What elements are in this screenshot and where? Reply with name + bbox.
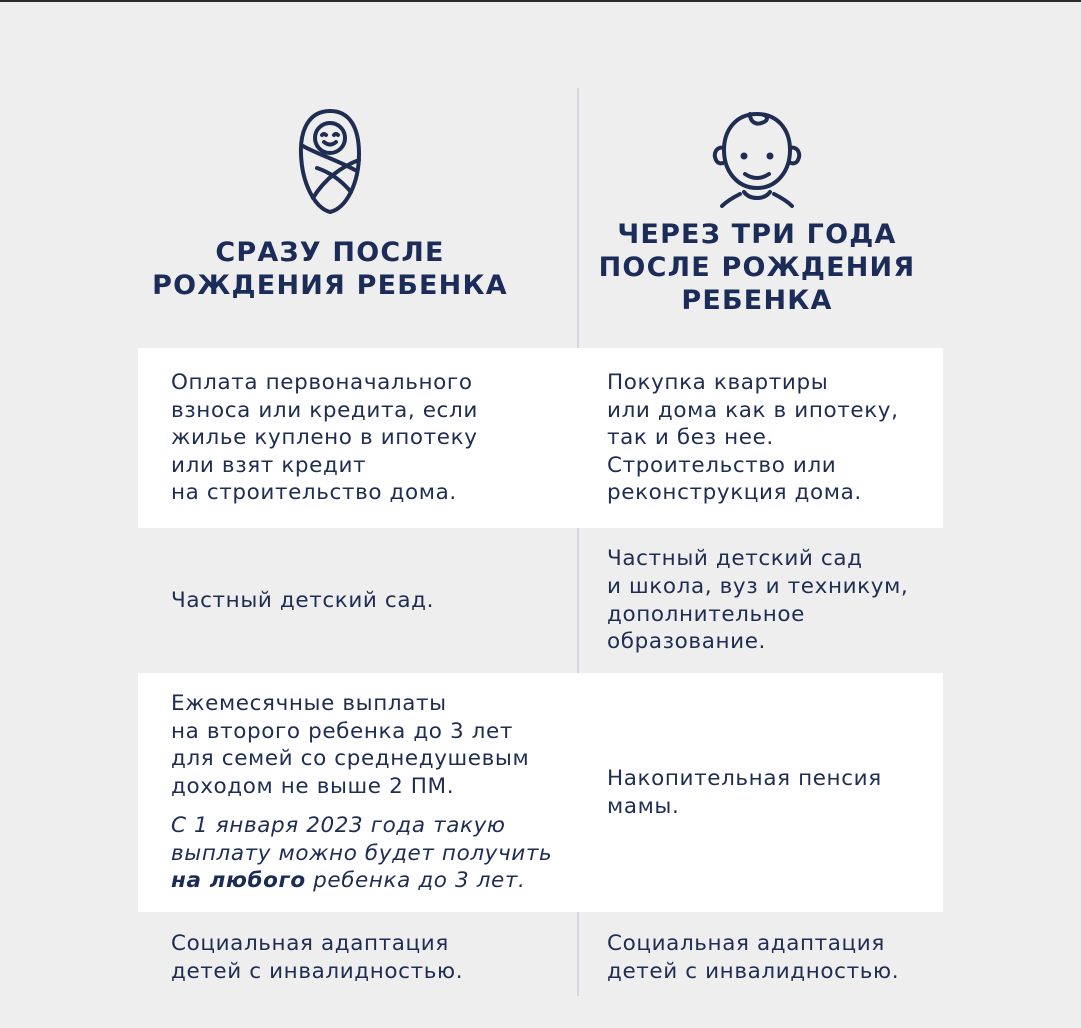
row-2-right-cell xyxy=(607,528,937,673)
right-heading-line-1: ЧЕРЕЗ ТРИ ГОДА xyxy=(617,219,897,250)
right-heading-line-2: ПОСЛЕ РОЖДЕНИЯ xyxy=(598,252,916,283)
row-1-right-text: Покупка квартиры или дома как в ипотеку, так и без нее. Строительство или реконструкция дома. xyxy=(607,370,899,506)
row-4-right-text: Социальная адаптация детей с инвалидностью. xyxy=(607,931,900,984)
row-3-left-cell xyxy=(171,673,581,912)
row-2-left-cell xyxy=(171,528,581,673)
row-4-left-cell xyxy=(171,912,581,1028)
right-heading-line-3: РЕБЕНКА xyxy=(681,285,833,316)
row-3-left-text: Ежемесячные выплаты на второго ребенка до 3 лет для семей со среднедушевым доходом не выше 2 ПМ. xyxy=(171,690,530,799)
row-1-left-cell xyxy=(171,348,581,528)
left-column-header xyxy=(140,108,520,302)
comparison-row-2 xyxy=(138,528,943,673)
top-border-line xyxy=(0,0,1081,2)
right-column-header xyxy=(568,108,946,317)
row-1-right-cell xyxy=(607,348,937,528)
row-3-right-text: Накопительная пенсия мамы. xyxy=(607,765,882,819)
left-column-heading xyxy=(140,236,520,302)
row-3-note-text: С 1 января 2023 года такую выплату можно будет получить xyxy=(171,813,553,866)
row-1-left-text: Оплата первоначального взноса или кредита, если жилье куплено в ипотеку или взят кредит на строительство дома. xyxy=(171,370,478,506)
comparison-row-3 xyxy=(138,673,943,912)
comparison-row-1 xyxy=(138,348,943,528)
row-2-right-text: Частный детский сад и школа, вуз и техникум, дополнительное образование. xyxy=(607,546,909,655)
row-2-left-text: Частный детский сад. xyxy=(171,587,434,613)
right-column-heading xyxy=(568,218,946,317)
row-3-note-emphasis: на любого xyxy=(171,868,306,894)
row-4-left-text: Социальная адаптация детей с инвалидностью. xyxy=(171,931,464,984)
row-3-right-cell xyxy=(607,673,937,912)
comparison-row-4 xyxy=(138,912,943,1028)
row-4-right-cell xyxy=(607,912,937,1028)
row-3-note-tail: ребенка до 3 лет. xyxy=(305,868,526,894)
row-3-left-note xyxy=(171,812,581,895)
left-heading-line-1: СРАЗУ ПОСЛЕ xyxy=(215,237,445,268)
left-heading-line-2: РОЖДЕНИЯ РЕБЕНКА xyxy=(152,270,508,301)
toddler-face-icon xyxy=(710,108,804,208)
swaddled-baby-icon xyxy=(295,108,365,216)
